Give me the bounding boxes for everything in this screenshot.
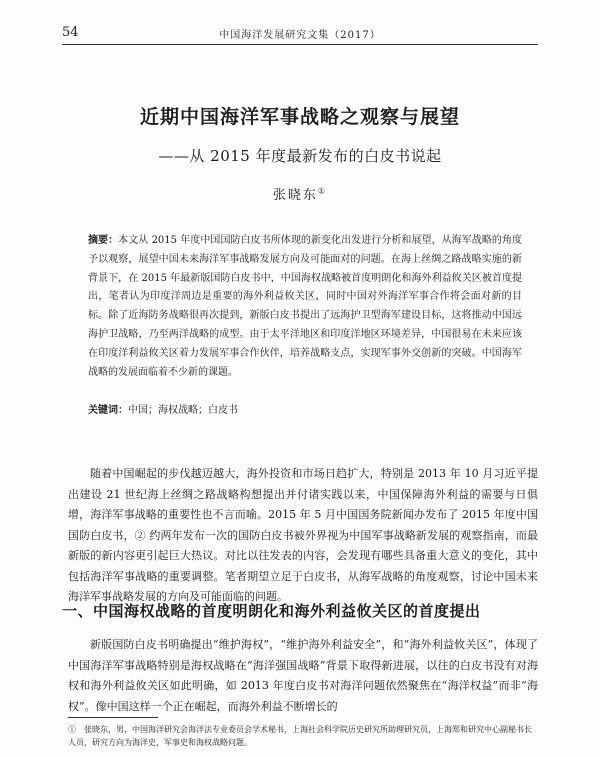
abstract-label: 摘要：: [88, 235, 119, 246]
footnote-rule: [68, 717, 158, 718]
running-head: 中国海洋发展研究文集（2017）: [219, 30, 381, 41]
author-name: 张晓东: [272, 188, 318, 203]
footnote: ① 张晓东，男，中国海洋研究会海洋法专业委员会学术秘书，上海社会科学院历史研究所助理研究员，上海郑和研究中心副秘书长人员，研究方向为海洋史，军事史和海权战略问题。: [68, 725, 532, 747]
keywords-label: 关键词：: [88, 405, 128, 416]
body-paragraph-2: 新版国防白皮书明确提出“维护海权”，“维护海外利益安全”，和“海外利益攸关区”，体现了中国海洋军事战略特别是海权战略在“海洋强国战略”背景下取得新进展，以往的白皮书没有对海权和海外利益攸关区如此明确，如 2013 年度白皮书对海洋问题依然聚焦在“海洋权益”而非“海权”。像中国这样一个正在崛起，而海外利益不断增长的: [68, 638, 538, 713]
abstract: [88, 232, 522, 382]
page-header: [62, 25, 538, 45]
abstract-text: 本文从 2015 年度中国国防白皮书所体现的新变化出发进行分析和展望，从海军战略的角度予以观察，展望中国未来海洋军事战略发展方向及可能面对的问题。在海上丝绸之路战略实施的新背景下，在 2015 年最新版国防白皮书中，中国海权战略被首度明朗化和海外利益攸关区被首度提出，笔者认为印度洋周边是重要的海外利益攸关区，同时中国对外海洋军事合作将会面对新的目标。除了近海防务战略很再次提到，新版白皮书提出了远海护卫型海军建设目标，这将推动中国远海护卫战略，乃至两洋战略的成型。由于太平洋地区和印度洋地区环境差异，中国很易在未来应该在印度洋利益攸关区着力发展军事合作伙伴，培养战略支点，实现军事外交创新的突破。中国海军战略的发展面临着不少新的课题。: [88, 235, 523, 378]
article-subtitle: ——从 2015 年度最新发布的白皮书说起: [158, 147, 442, 165]
header-rule: [62, 44, 538, 45]
author: [0, 184, 600, 203]
keywords: [88, 401, 522, 416]
body-paragraph-1: 随着中国崛起的步伐越迈越大，海外投资和市场日趋扩大，特别是 2013 年 10 月习近平提出建设 21 世纪海上丝绸之路战略构想提出并付诸实践以来，中国保障海外利益的需要与日俱增，海洋军事战略的重要性也不言而喻。2015 年 5 月中国国务院新闻办发布了 2015 年度中国国防白皮书，② 约两年发布一次的国防白皮书被外界视为中国军事战略新发展的观察指南，而最新版的新内容更引起巨大热议。对比以往发表的内容，会发现有哪些具备重大意义的变化，其中包括海洋军事战略的重要调整。笔者期望立足于白皮书，从海军战略的角度观察，讨论中国未来海洋军事战略发展的方向及可能面临的问题。: [68, 467, 538, 603]
article-title: 近期中国海洋军事战略之观察与展望: [139, 106, 460, 128]
author-note-mark: ①: [317, 186, 328, 196]
section-heading-1: 一、中国海权战略的首度明朗化和海外利益攸关区的首度提出: [62, 602, 481, 620]
page-number: 54: [62, 25, 79, 40]
keywords-text: 中国；海权战略；白皮书: [128, 405, 238, 416]
